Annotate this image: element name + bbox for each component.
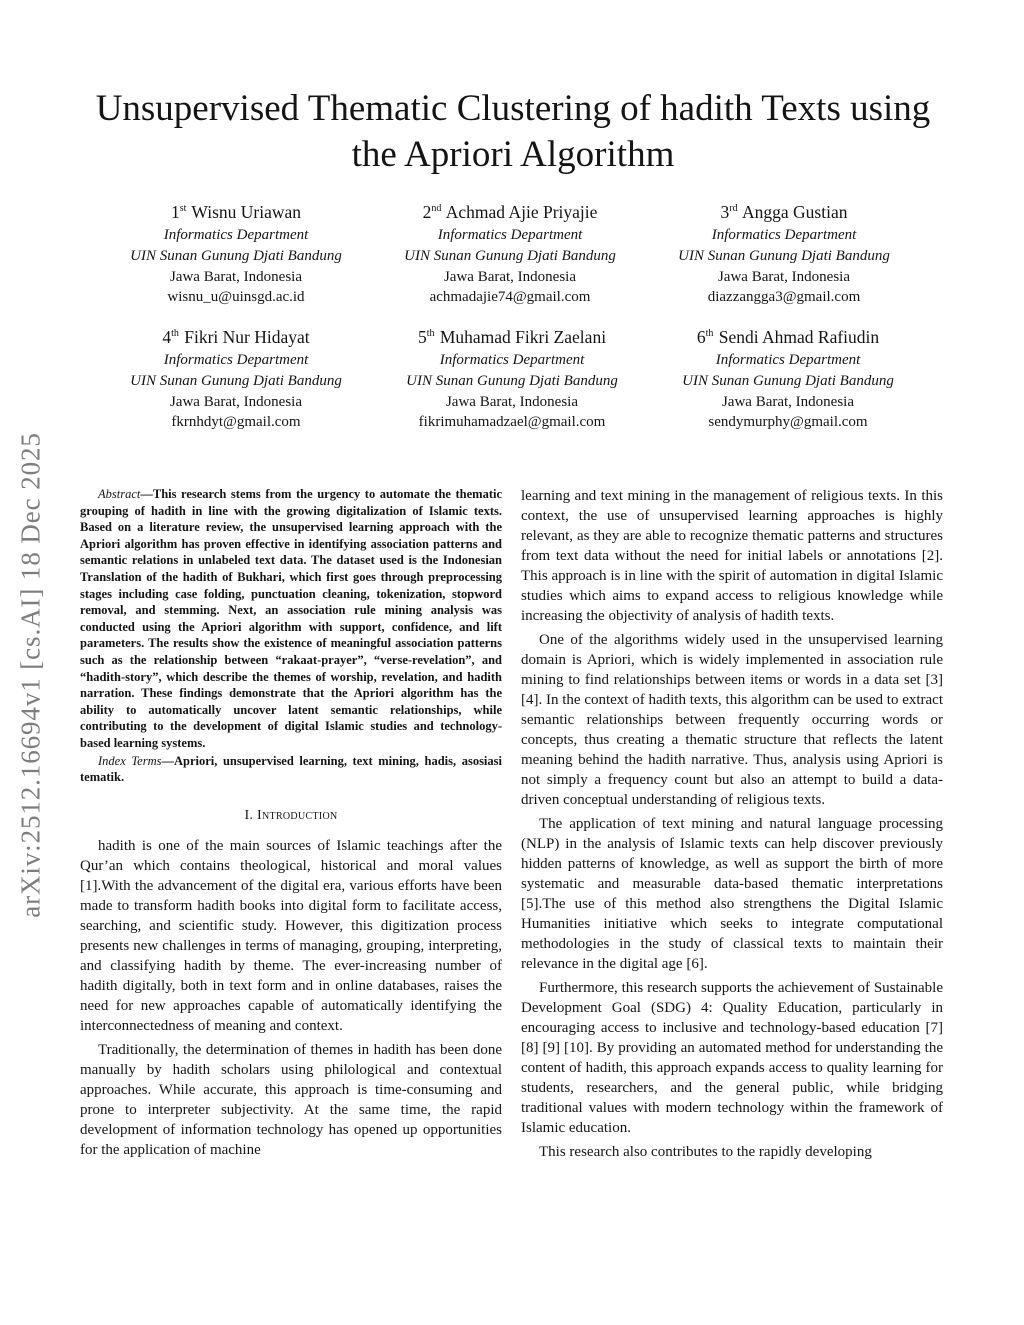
body-paragraph: hadith is one of the main sources of Islamic teachings after the Qur’an which contains theological, historical and moral values [1].With the advancement of the digital era, various efforts have been made to transform hadith books into digital form to facilitate access, searching, and scientific study. However, this digitization process presents new challenges in terms of managing, grouping, interpreting, and classifying hadith by theme. The ever-increasing number of hadith digitally, both in text form and in online databases, raises the need for new approaches capable of automatically identifying the interconnectedness of meaning and context. bbox=[80, 837, 502, 1034]
body-paragraph: Furthermore, this research supports the achievement of Sustainable Development Goal (SDG) 4: Quality Education, particularly in encouraging access to inclusive and technology-based education [7] [8] [9] [10]. By providing an automated method for understanding the content of hadith, this approach expands access to quality learning for students, researchers, and the general public, while bridging traditional values with modern technology within the framework of Islamic education. bbox=[521, 980, 943, 1136]
author-block-2 bbox=[360, 201, 660, 308]
author-department: Informatics Department bbox=[163, 352, 309, 368]
author-affiliation: UIN Sunan Gunung Djati Bandung bbox=[406, 372, 618, 389]
body-paragraph: This research also contributes to the rapidly developing bbox=[539, 1144, 872, 1160]
arxiv-sidebar-stamp bbox=[0, 372, 62, 978]
author-block-3 bbox=[634, 201, 934, 308]
author-affiliation: UIN Sunan Gunung Djati Bandung bbox=[130, 247, 342, 264]
abstract-label: Abstract bbox=[98, 487, 141, 501]
author-department: Informatics Department bbox=[715, 352, 861, 368]
author-block-5 bbox=[362, 326, 662, 433]
author-name: 4th Fikri Nur Hidayat bbox=[162, 327, 310, 347]
author-email: fkrnhdyt@gmail.com bbox=[171, 414, 301, 431]
index-terms-label: Index Terms bbox=[98, 753, 162, 768]
author-email: diazzangga3@gmail.com bbox=[707, 289, 861, 306]
author-affiliation: UIN Sunan Gunung Djati Bandung bbox=[404, 247, 616, 264]
author-department: Informatics Department bbox=[439, 352, 585, 368]
author-department: Informatics Department bbox=[711, 227, 857, 243]
author-location: Jawa Barat, Indonesia bbox=[717, 268, 851, 285]
author-affiliation: UIN Sunan Gunung Djati Bandung bbox=[678, 247, 890, 264]
body-paragraph: Traditionally, the determination of themes in hadith has been done manually by hadith scholars using philological and contextual approaches. While accurate, this approach is time-consuming and prone to interpreter subjectivity. At the same time, the rapid development of information technology has opened up opportunities for the application of machine bbox=[80, 1041, 502, 1158]
author-location: Jawa Barat, Indonesia bbox=[443, 268, 577, 285]
body-paragraph: The application of text mining and natural language processing (NLP) in the analysis of Islamic texts can help discover previously hidden patterns of knowledge, as well as support the birth of more systematic and measurable data-based thematic interpretations [5].The use of this method also strengthens the Digital Islamic Humanities initiative which seeks to integrate computational methodologies in the study of classical texts to maintain their relevance in the digital age [6]. bbox=[521, 816, 943, 972]
author-name: 5th Muhamad Fikri Zaelani bbox=[417, 327, 607, 347]
body-paragraph: One of the algorithms widely used in the unsupervised learning domain is Apriori, which is widely implemented in association rule mining to find relationships between items or words in a data set [3] [4]. In the context of hadith texts, this algorithm can be used to extract semantic relationships between frequently occurring words or concepts, thus creating a thematic structure that reflects the latent meaning behind the hadith narrative. Thus, analysis using Apriori is not simply a frequency count but also an attempt to build a data-driven conceptual understanding of religious texts. bbox=[521, 632, 943, 808]
author-location: Jawa Barat, Indonesia bbox=[169, 393, 303, 410]
section-title: Introduction bbox=[257, 807, 338, 823]
author-name: 2nd Achmad Ajie Priyajie bbox=[422, 202, 598, 222]
abstract bbox=[80, 486, 502, 752]
abstract-text: —This research stems from the urgency to automate the thematic grouping of hadith in line with the growing digitalization of Islamic texts. Based on a literature review, the unsupervised learning approach with the Apriori algorithm has proven effective in identifying association patterns and semantic relations in unlabeled text data. The dataset used is the Indonesian Translation of the hadith of Bukhari, which first goes through preprocessing stages including case folding, punctuation cleaning, tokenization, stopword removal, and stemming. Next, an association rule mining analysis was conducted using the Apriori algorithm with support, confidence, and lift parameters. The results show the existence of meaningful association patterns such as the relationship between “rakaat-prayer”, “verse-revelation”, and “hadith-story”, which describe the themes of worship, revelation, and hadith narration. These findings demonstrate that the Apriori algorithm has the ability to automatically uncover latent semantic relationships, while contributing to the development of digital Islamic studies and technology-based learning systems. bbox=[80, 487, 502, 750]
author-location: Jawa Barat, Indonesia bbox=[721, 393, 855, 410]
author-affiliation: UIN Sunan Gunung Djati Bandung bbox=[130, 372, 342, 389]
author-affiliation: UIN Sunan Gunung Djati Bandung bbox=[682, 372, 894, 389]
section-heading bbox=[80, 808, 502, 824]
author-location: Jawa Barat, Indonesia bbox=[445, 393, 579, 410]
author-block-1 bbox=[86, 201, 386, 308]
section-number: I. bbox=[244, 807, 254, 823]
arxiv-id: arXiv:2512.16694v1 [cs.AI] 18 Dec 2025 bbox=[15, 432, 46, 918]
author-location: Jawa Barat, Indonesia bbox=[169, 268, 303, 285]
author-name: 3rd Angga Gustian bbox=[720, 202, 848, 222]
author-email: sendymurphy@gmail.com bbox=[708, 414, 868, 431]
paper-title: Unsupervised Thematic Clustering of hadith Texts using the Apriori Algorithm bbox=[95, 88, 931, 175]
body-paragraph: learning and text mining in the management of religious texts. In this context, the use of unsupervised learning approaches is highly relevant, as they are able to recognize thematic patterns and structures from text data without the need for initial labels or annotations [2]. This approach is in line with the spirit of automation in digital Islamic studies which aims to expand access to religious knowledge while increasing the objectivity of analysis of hadith texts. bbox=[521, 488, 943, 624]
author-department: Informatics Department bbox=[163, 227, 309, 243]
right-column bbox=[521, 486, 943, 1162]
index-terms-text: —Apriori, unsupervised learning, text mining, hadis, asosiasi tematik. bbox=[80, 753, 502, 785]
author-email: wisnu_u@uinsgd.ac.id bbox=[167, 289, 305, 306]
index-terms bbox=[80, 753, 502, 786]
author-department: Informatics Department bbox=[437, 227, 583, 243]
left-column bbox=[80, 486, 502, 1160]
author-email: fikrimuhamadzael@gmail.com bbox=[418, 414, 606, 431]
author-email: achmadajie74@gmail.com bbox=[429, 289, 591, 306]
author-block-4 bbox=[86, 326, 386, 433]
author-name: 1st Wisnu Uriawan bbox=[170, 202, 302, 222]
author-name: 6th Sendi Ahmad Rafiudin bbox=[696, 327, 880, 347]
author-block-6 bbox=[638, 326, 938, 433]
